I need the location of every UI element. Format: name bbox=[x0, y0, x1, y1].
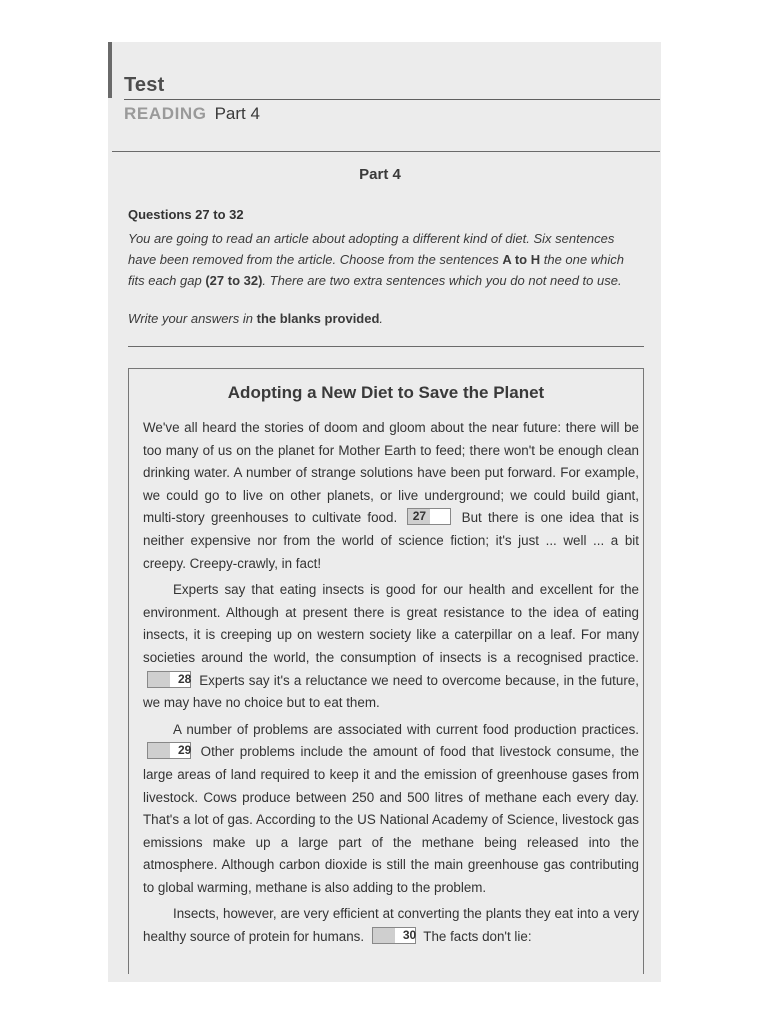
gap-number: 27 bbox=[408, 509, 430, 524]
paragraph-1-text-a: We've all heard the stories of doom and gloom about the near future: there will be too many of us on the planet for Mother Earth to feed; there won't be enough clean drinking water. A number of strange solutions have been put forward. For example, we could go to live on other planets, or live underground; we could build giant, multi-story greenhouses to cultivate food. bbox=[143, 420, 639, 526]
answer-gap-30[interactable] bbox=[372, 927, 416, 944]
paragraph-2-text-a: Experts say that eating insects is good for our health and excellent for the environment. Although at present there is great resistance to the idea of eating insects, it is creeping up on western society like a caterpillar on a leaf. For many societies around the world, the consumption of insects is a recognised practice. bbox=[143, 582, 639, 665]
part-divider bbox=[112, 151, 660, 152]
header-divider bbox=[124, 99, 660, 100]
paragraph-1 bbox=[143, 417, 639, 575]
paragraph-3-text-a: A number of problems are associated with current food production practices. bbox=[173, 721, 639, 737]
answer-gap-29[interactable] bbox=[147, 742, 191, 759]
section-header bbox=[124, 104, 260, 124]
paragraph-3 bbox=[143, 719, 639, 900]
gap-number: 28 bbox=[148, 672, 170, 687]
page-edge-bar bbox=[108, 42, 112, 98]
questions-label: Questions 27 to 32 bbox=[128, 207, 244, 222]
article-box bbox=[128, 368, 644, 974]
write-bold: the blanks provided bbox=[256, 311, 380, 326]
paragraph-4-text-a: Insects, however, are very efficient at converting the plants they eat into a very healthy source of protein for humans. bbox=[143, 906, 639, 945]
paragraph-4 bbox=[143, 903, 639, 948]
gap-number: 30 bbox=[373, 928, 395, 943]
paragraph-2-text-b: Experts say it's a reluctance we need to overcome because, in the future, we may have no choice but to eat them. bbox=[143, 672, 639, 711]
instructions-text-2: the one which fits each gap bbox=[128, 252, 624, 288]
write-suffix: . bbox=[379, 311, 384, 326]
paragraph-1-text-b: But there is one idea that is neither expensive nor from the world of science fiction; it's just ... well ... a bit creepy. Creepy-crawly, in fact! bbox=[143, 510, 639, 571]
instructions-gap-range: (27 to 32) bbox=[205, 273, 263, 288]
article-body bbox=[143, 417, 639, 953]
paragraph-3-text-b: Other problems include the amount of food that livestock consume, the large areas of land required to keep it and the emission of greenhouse gases from livestock. Cows produce between 250 and 500 litres of methane each every day. That's a lot of gas. According to the US National Academy of Science, livestock gas emissions make up a large part of the methane being released into the atmosphere. Although carbon dioxide is still the main greenhouse gas contributing to global warming, methane is also adding to the problem. bbox=[143, 744, 639, 895]
paragraph-2 bbox=[143, 579, 639, 715]
section-label: READING bbox=[124, 104, 207, 123]
article-title: Adopting a New Diet to Save the Planet bbox=[227, 383, 545, 402]
part-heading: Part 4 bbox=[359, 166, 401, 183]
instructions-text-3: . There are two extra sentences which you do not need to use. bbox=[262, 273, 622, 288]
paragraph-4-text-b: The facts don't lie: bbox=[423, 929, 532, 945]
gap-number: 29 bbox=[148, 743, 170, 758]
answer-gap-27[interactable] bbox=[407, 508, 451, 525]
write-prefix: Write your answers in bbox=[128, 311, 253, 326]
instructions-range: A to H bbox=[502, 252, 541, 267]
part-label: Part 4 bbox=[214, 104, 260, 123]
instructions-divider bbox=[128, 346, 644, 347]
test-label: Test bbox=[124, 74, 165, 96]
answer-gap-28[interactable] bbox=[147, 671, 191, 688]
instructions-text-1: You are going to read an article about adopting a different kind of diet. Six sentences have been removed from the article. Choose from the sentences bbox=[128, 231, 615, 267]
instructions bbox=[128, 228, 636, 291]
write-instruction bbox=[128, 311, 636, 326]
